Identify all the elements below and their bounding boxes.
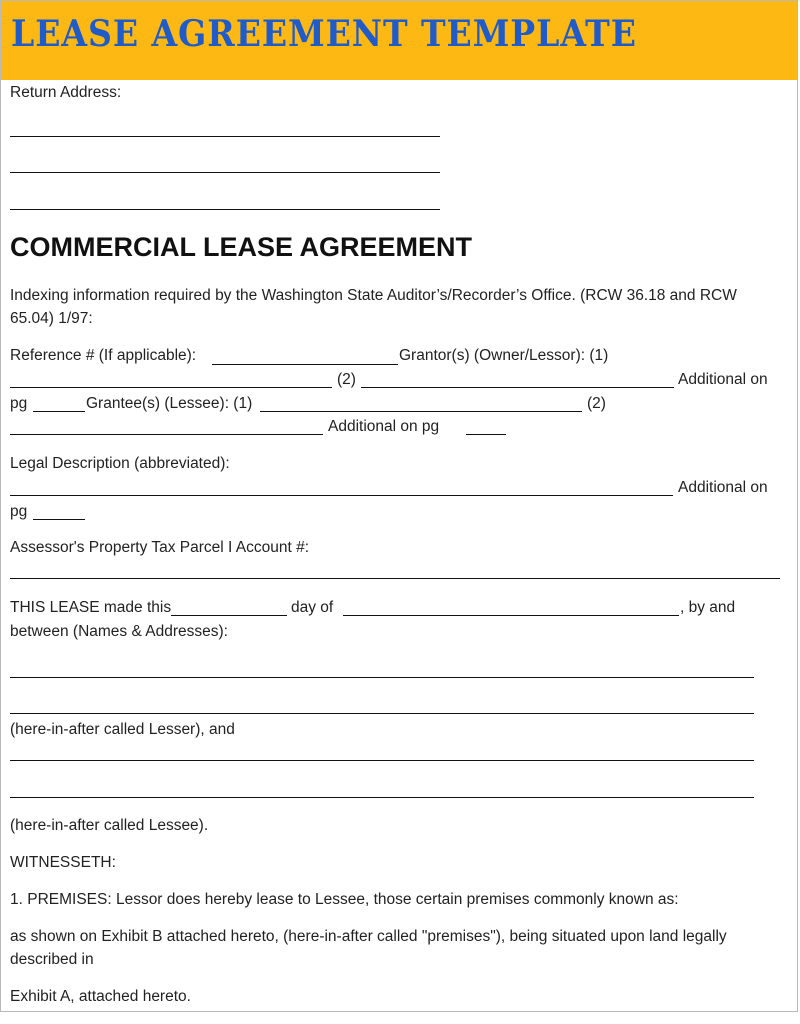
witnesseth-label: WITNESSETH: <box>10 854 116 871</box>
grantee-1-blank[interactable] <box>260 411 582 412</box>
grantor-1-blank[interactable] <box>10 387 332 388</box>
return-address-label: Return Address: <box>10 84 122 101</box>
by-and-label: , by and <box>680 599 736 616</box>
premises-line-4: Exhibit A, attached hereto. <box>10 988 191 1005</box>
grantee-additional-label: Additional on pg <box>328 418 440 435</box>
reference-label: Reference # (If applicable): <box>10 347 197 364</box>
between-label: between (Names & Addresses): <box>10 623 228 640</box>
lessee-name-line-2[interactable] <box>10 797 754 798</box>
indexing-text-line-2: 65.04) 1/97: <box>10 310 93 327</box>
premises-line-1: 1. PREMISES: Lessor does hereby lease to Lessee, those certain premises commonly known as: <box>10 891 679 908</box>
grantor-additional-label: Additional on <box>678 371 768 388</box>
reference-number-blank[interactable] <box>212 364 398 365</box>
return-address-line-1[interactable] <box>10 136 440 137</box>
grantor-pg-blank[interactable] <box>33 411 85 412</box>
legal-pg-label: pg <box>10 503 28 520</box>
lesser-label: (here-in-after called Lesser), and <box>10 721 235 738</box>
title-banner <box>1 1 797 80</box>
assessor-parcel-blank[interactable] <box>10 578 780 579</box>
assessor-label: Assessor's Property Tax Parcel I Account #: <box>10 539 310 556</box>
premises-line-2: as shown on Exhibit B attached hereto, (here-in-after called "premises"), being situated upon land legally <box>10 928 727 945</box>
lesser-name-line-2[interactable] <box>10 713 754 714</box>
grantor-2-blank[interactable] <box>361 387 674 388</box>
premises-line-3: described in <box>10 951 94 968</box>
grantee-pg-blank[interactable] <box>466 434 506 435</box>
legal-description-label: Legal Description (abbreviated): <box>10 455 230 472</box>
lessee-name-line-1[interactable] <box>10 760 754 761</box>
grantee-2-blank[interactable] <box>10 434 323 435</box>
grantor-pg-label: pg <box>10 395 28 412</box>
legal-additional-label: Additional on <box>678 479 768 496</box>
grantee-2-label: (2) <box>587 395 606 412</box>
return-address-line-2[interactable] <box>10 172 440 173</box>
lesser-name-line-1[interactable] <box>10 677 754 678</box>
day-of-label: day of <box>291 599 334 616</box>
grantor-2-label: (2) <box>337 371 356 388</box>
legal-description-blank[interactable] <box>10 495 673 496</box>
lease-made-label: THIS LEASE made this <box>10 599 172 616</box>
grantors-label: Grantor(s) (Owner/Lessor): (1) <box>399 347 609 364</box>
lease-month-blank[interactable] <box>343 615 679 616</box>
indexing-text-line-1: Indexing information required by the Washington State Auditor’s/Recorder’s Office. (RCW 36.18 and RCW <box>10 287 737 304</box>
document-heading: COMMERCIAL LEASE AGREEMENT <box>10 232 473 262</box>
lessee-label: (here-in-after called Lessee). <box>10 817 209 834</box>
legal-pg-blank[interactable] <box>33 519 85 520</box>
return-address-line-3[interactable] <box>10 209 440 210</box>
banner-title: LEASE AGREEMENT TEMPLATE <box>11 13 637 55</box>
grantees-label: Grantee(s) (Lessee): (1) <box>86 395 253 412</box>
lease-day-blank[interactable] <box>171 615 287 616</box>
